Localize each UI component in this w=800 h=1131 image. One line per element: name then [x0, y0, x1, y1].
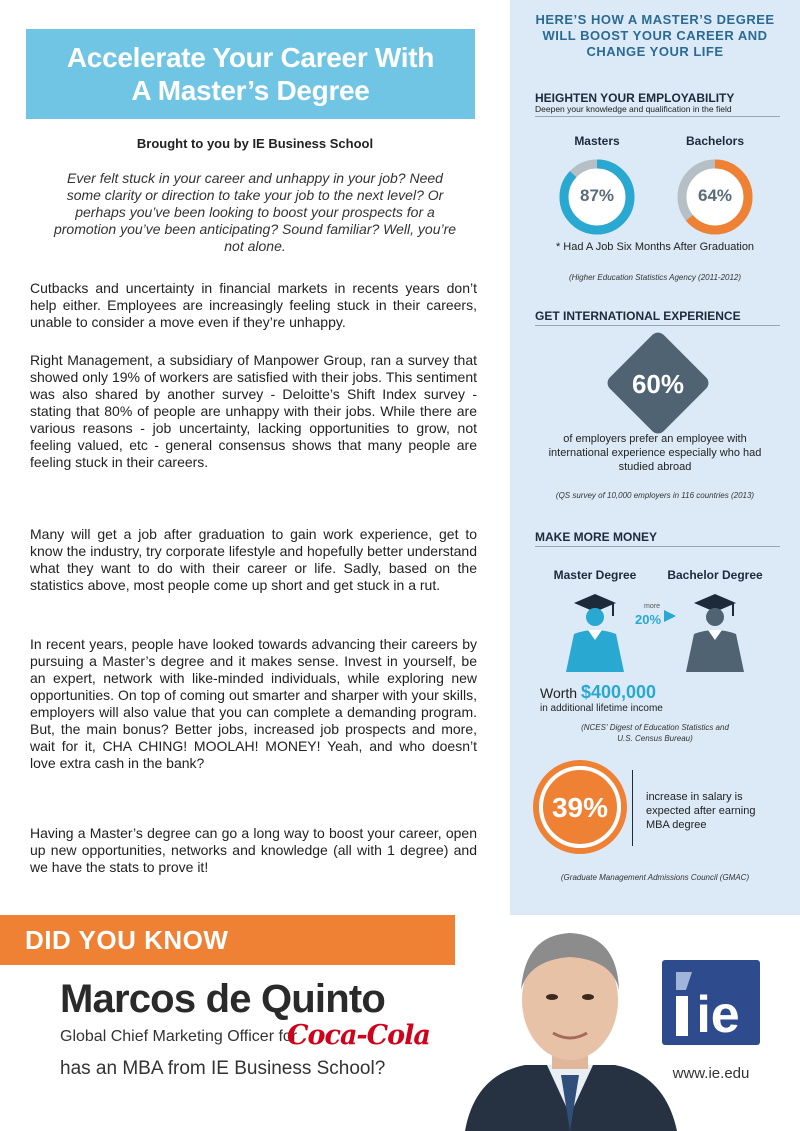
worth-suffix: in additional lifetime income: [540, 703, 663, 714]
employability-subheading: Deepen your knowledge and qualification in the field: [535, 104, 732, 114]
intro-text: Ever felt stuck in your career and unhappy in your job? Need some clarity or direction to take your job to the next level? Or perhaps you’ve been looking to boost your prospects for a promotion you’ve been anticipating? Sound familiar? Well, you’re not alone.: [53, 170, 457, 254]
more-label: more: [644, 603, 660, 610]
stats-title: [510, 12, 800, 60]
international-description: of employers prefer an employee with international experience especially who had studied abroad: [548, 433, 762, 473]
paragraph-1: Cutbacks and uncertainty in financial markets in recents years don’t help either. Employees are increasingly feeling stuck in their careers, unable to consider a move even if they’re unhappy.: [30, 280, 477, 330]
paragraph-3: Many will get a job after graduation to gain work experience, get to know the industry, try corporate lifestyle and hopefully better understand what they want to do with their career or life. Sadly, based on the statistics above, most people come up short and get stuck in a rut.: [30, 526, 477, 593]
international-source: (QS survey of 10,000 employers in 116 countries (2013): [555, 491, 755, 500]
master-degree-label: Master Degree: [553, 568, 637, 582]
headline-banner: [26, 29, 475, 119]
employability-source: (Higher Education Statistics Agency (2011-2012): [568, 273, 742, 282]
mba-text: has an MBA from IE Business School?: [60, 1058, 386, 1079]
more-value: 20%: [634, 612, 662, 627]
headline-line-1: Accelerate Your Career With: [66, 42, 435, 73]
ie-logo-text: ie: [696, 986, 740, 1044]
salary-divider: [632, 770, 640, 846]
salary-value: 39%: [551, 792, 609, 823]
money-heading: MAKE MORE MONEY: [535, 530, 658, 544]
byline: Brought to you by IE Business School: [136, 136, 374, 151]
did-you-know-section: [0, 915, 800, 1131]
money-source-line-1: (NCES' Digest of Education Statistics and: [581, 723, 729, 732]
did-you-know-banner: DID YOU KNOW: [0, 915, 500, 965]
person-name: Marcos de Quinto: [60, 977, 386, 1021]
graduate-slate-icon: [680, 592, 750, 674]
ie-logo: [662, 960, 760, 1045]
bachelors-value: 64%: [697, 186, 733, 205]
salary-text: increase in salary is expected after earning MBA degree: [646, 791, 756, 831]
masters-value: 87%: [579, 186, 615, 205]
international-value: 60%: [631, 369, 685, 399]
paragraph-2: Right Management, a subsidiary of Manpower Group, ran a survey that showed only 19% of workers are satisfied with their jobs. This sentiment was also shared by another survey - Deloitte’s Shift Index survey - stating that 80% of people are unhappy with their jobs. While there are various reasons - job uncertainty, lacking opportunities to grow, not feeling valued, etc - general consensus shows that many people are feeling stuck in their careers.: [30, 352, 477, 470]
headline-line-2: A Master’s Degree: [131, 75, 370, 106]
stats-title-line-3: CHANGE YOUR LIFE: [586, 44, 724, 59]
paragraph-5: Having a Master’s degree can go a long way to boost your career, open up new opportunities, networks and knowledge (all with 1 degree) and we have the stats to prove it!: [30, 825, 477, 875]
stats-title-line-1: HERE’S HOW A MASTER’S DEGREE: [535, 12, 775, 27]
paragraph-4: In recent years, people have looked towards advancing their careers by pursuing a Master’s degree and it makes sense. Invest in yourself, be an expert, network with like-minded individuals, while exploring new opportunities. On top of coming out smarter and sharper with your skills, employers will also value that you can complete a demanding program. But, the main bonus? Better jobs, increased job prospects and more, wait for it, CHA CHING! MOOLAH! MONEY! Yeah, and who doesn’t love extra cash in the bank?: [30, 636, 477, 771]
person-role: Global Chief Marketing Officer for: [60, 1028, 298, 1045]
worth-value: $400,000: [580, 682, 657, 702]
employability-footnote: * Had A Job Six Months After Graduation: [555, 241, 755, 253]
arrow-right-icon: [662, 608, 678, 624]
money-divider: [535, 546, 780, 547]
masters-label: Masters: [574, 134, 620, 148]
bachelor-degree-label: Bachelor Degree: [667, 568, 763, 582]
employability-heading: HEIGHTEN YOUR EMPLOYABILITY: [535, 91, 735, 105]
bachelors-label: Bachelors: [685, 134, 745, 148]
graduate-blue-icon: [560, 592, 630, 674]
salary-source: (Graduate Management Admissions Council (GMAC): [560, 873, 750, 882]
worth-prefix: Worth: [540, 685, 578, 701]
person-portrait-image: [455, 915, 685, 1131]
international-divider: [535, 325, 780, 326]
worth-line: [540, 682, 656, 703]
employability-divider: [535, 116, 780, 117]
ie-website-link[interactable]: www.ie.edu: [672, 1065, 750, 1082]
stats-panel: [510, 0, 800, 915]
stats-title-line-2: WILL BOOST YOUR CAREER AND: [542, 28, 768, 43]
international-heading: GET INTERNATIONAL EXPERIENCE: [535, 309, 741, 323]
coca-cola-logo: Coca-Cola: [287, 1020, 430, 1051]
money-source-line-2: U.S. Census Bureau): [617, 734, 693, 743]
